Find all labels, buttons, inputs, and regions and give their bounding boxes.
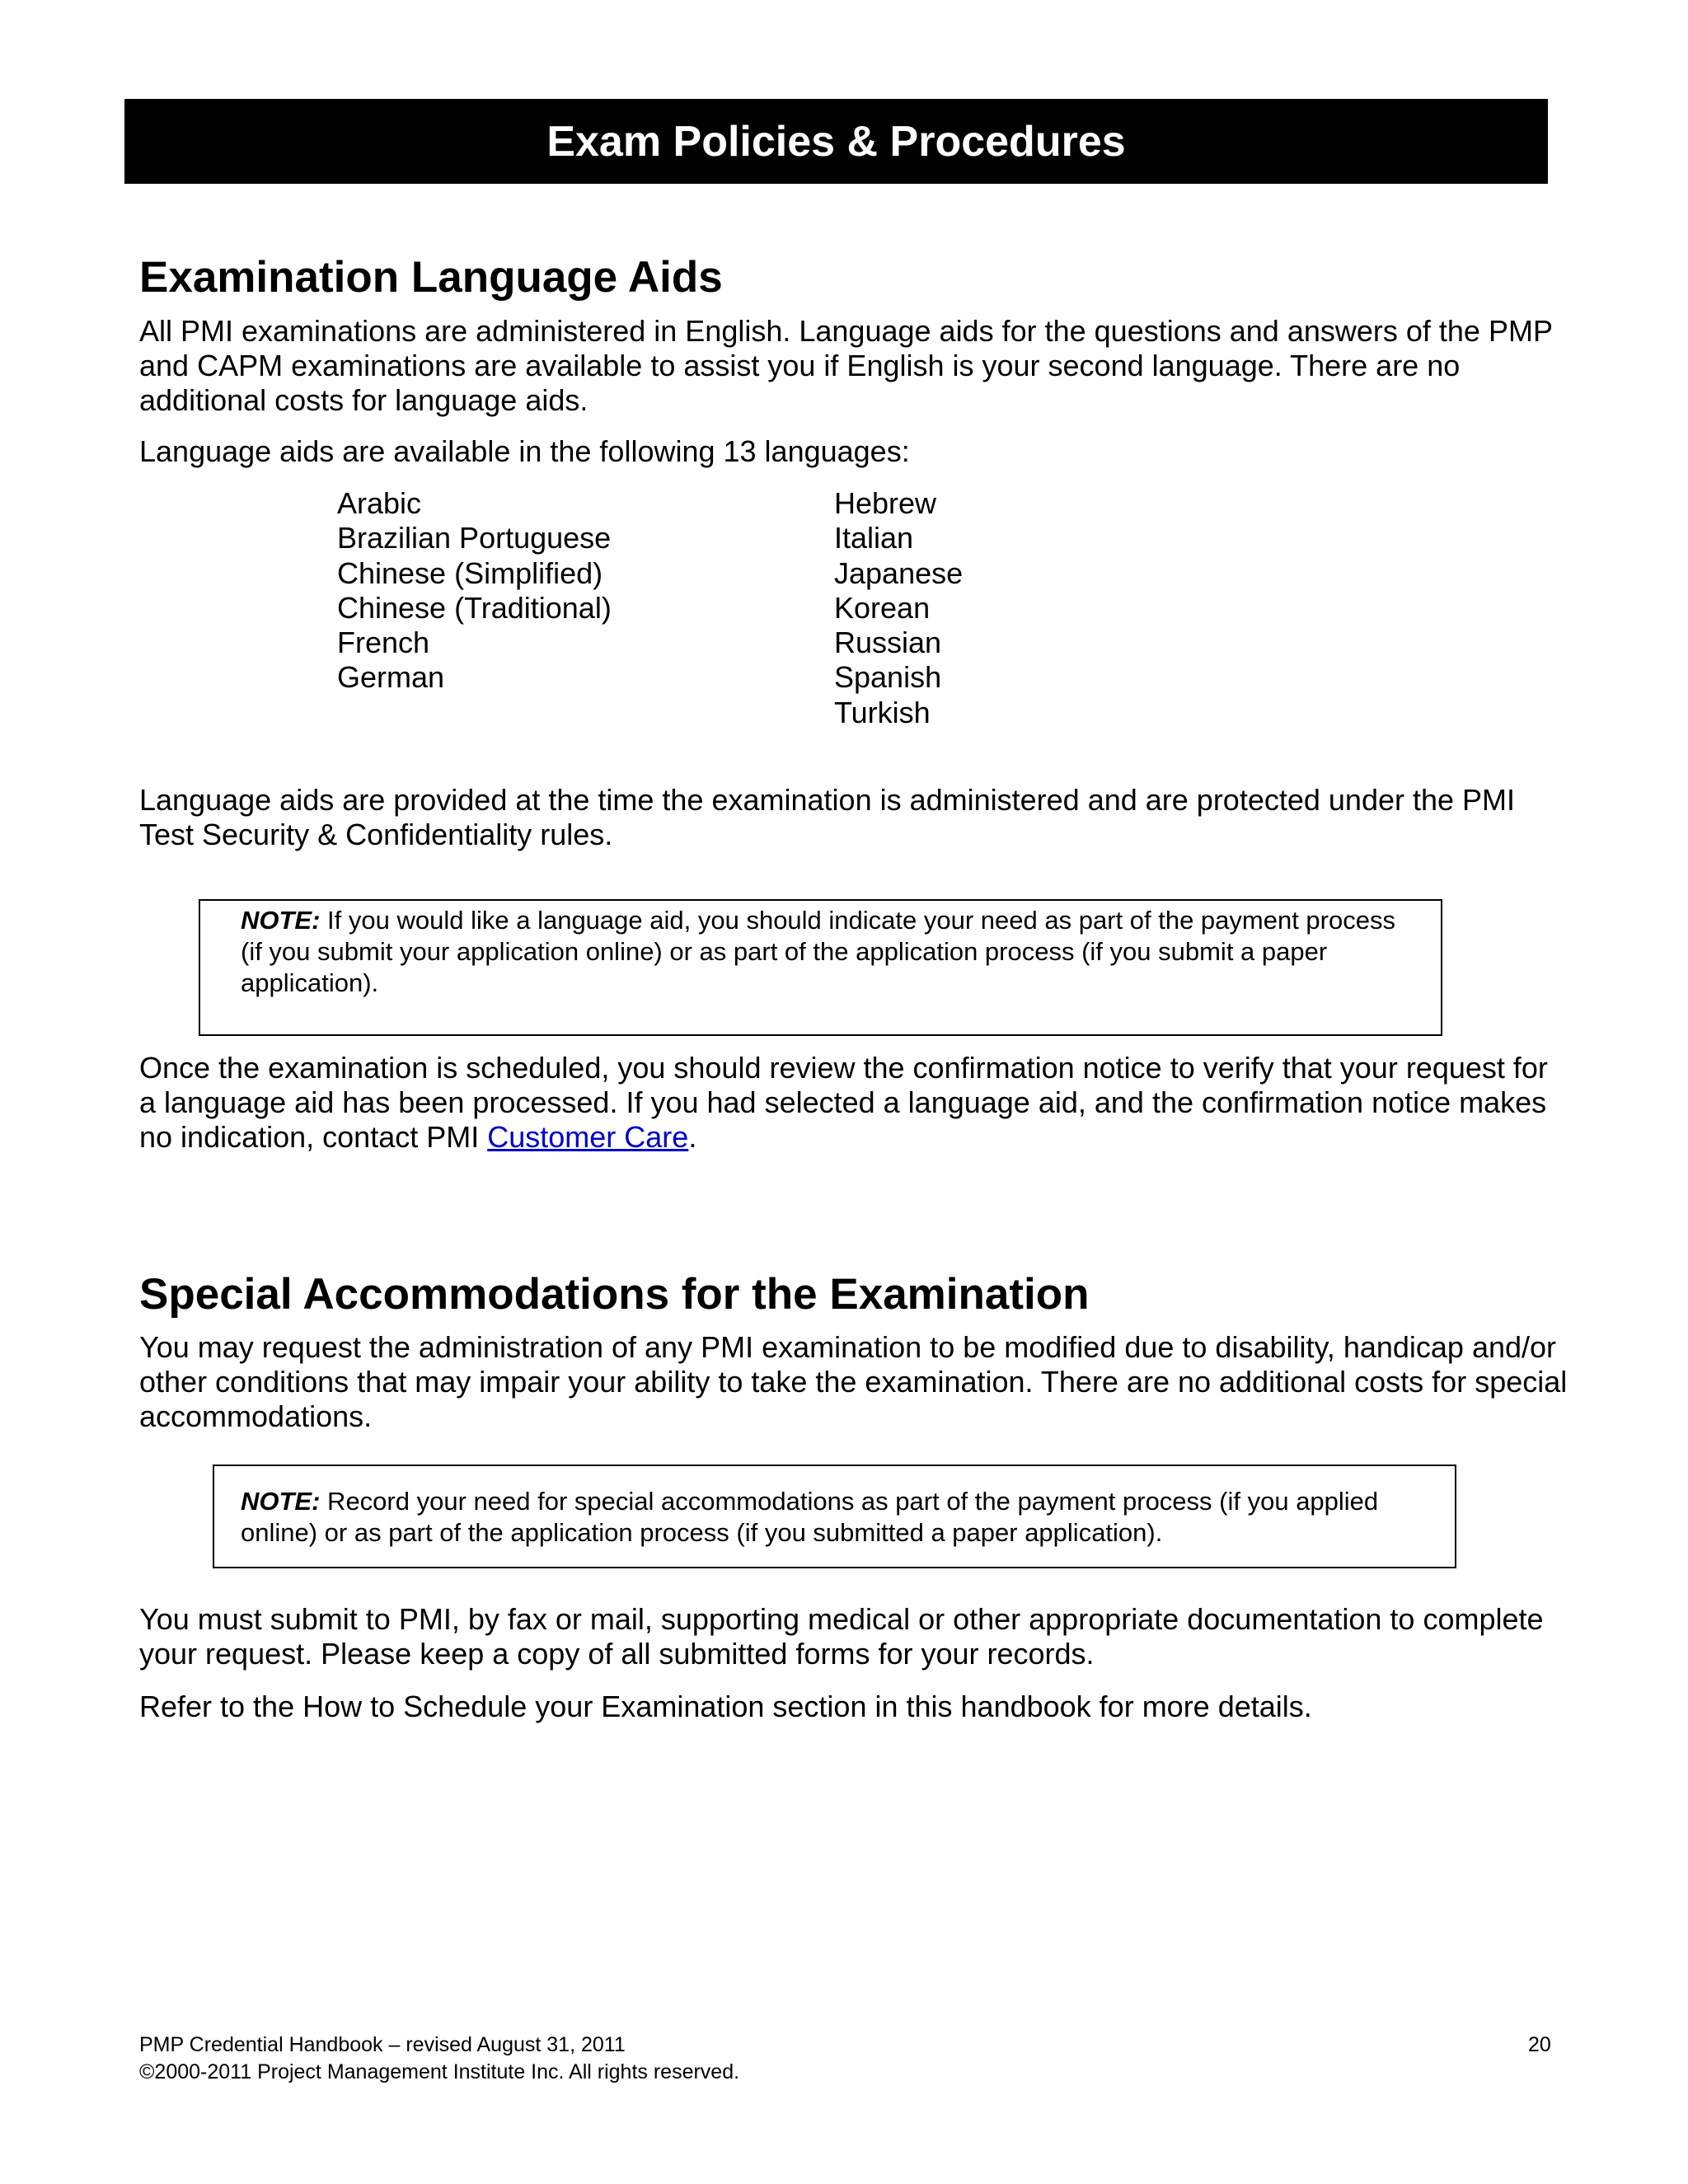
banner-title: Exam Policies & Procedures xyxy=(546,117,1126,166)
language-aids-heading: Examination Language Aids xyxy=(139,253,723,302)
page-banner xyxy=(124,99,1548,184)
language-item: Italian xyxy=(834,521,914,555)
confirmation-text: Once the examination is scheduled, you should review the confirmation notice to verify that your request for a language aid has been processed. If you had selected a language aid, and the confirmation notice makes no indication, contact PMI xyxy=(139,1051,1548,1154)
customer-care-link[interactable]: Customer Care xyxy=(487,1120,689,1154)
special-accommodations-refer: Refer to the How to Schedule your Examination section in this handbook for more details. xyxy=(139,1690,1312,1723)
note-label: NOTE: xyxy=(241,906,321,935)
special-accommodations-note-box xyxy=(213,1465,1456,1568)
note-text: Record your need for special accommodations as part of the payment process (if you applied online) or as part of the application process (if you submitted a paper application). xyxy=(241,1487,1379,1547)
note-text: If you would like a language aid, you should indicate your need as part of the payment process (if you submit your application online) or as part of the application process (if you submit a paper application). xyxy=(241,906,1395,997)
language-aids-provided: Language aids are provided at the time the examination is administered and are protected under the PMI Test Security & Confidentiality rules. xyxy=(139,783,1516,851)
language-item: Chinese (Traditional) xyxy=(337,590,612,625)
language-aid-confirmation xyxy=(139,1051,1565,1155)
language-item: German xyxy=(337,660,445,695)
special-accommodations-submit: You must submit to PMI, by fax or mail, supporting medical or other appropriate documentation to complete your request. Please keep a copy of all submitted forms for your records. xyxy=(139,1602,1544,1671)
language-item: Russian xyxy=(834,626,942,660)
special-accommodations-intro: You may request the administration of any PMI examination to be modified due to disability, handicap and/or other conditions that may impair your ability to take the examination. There are no additional costs for special accommodations. xyxy=(139,1330,1568,1433)
language-item: Hebrew xyxy=(834,486,937,520)
language-aids-intro: All PMI examinations are administered in English. Language aids for the questions and answers of the PMP and CAPM examinations are available to assist you if English is your second language. There are no additional costs for language aids. xyxy=(139,314,1553,417)
language-item: Spanish xyxy=(834,660,942,695)
confirmation-period: . xyxy=(688,1120,697,1154)
page-number: 20 xyxy=(1528,2033,1551,2056)
special-accommodations-heading: Special Accommodations for the Examination xyxy=(139,1270,1090,1319)
footer xyxy=(139,2032,739,2086)
languages-left-column xyxy=(337,486,612,696)
language-item: Brazilian Portuguese xyxy=(337,521,612,555)
language-list-intro: Language aids are available in the following 13 languages: xyxy=(139,434,910,468)
footer-copyright: ©2000-2011 Project Management Institute Inc. All rights reserved. xyxy=(139,2060,740,2083)
language-item: French xyxy=(337,626,430,660)
languages-right-column xyxy=(834,486,963,730)
language-aid-note-box xyxy=(199,899,1442,1036)
language-item: Korean xyxy=(834,590,931,625)
language-item: Turkish xyxy=(834,695,931,729)
language-item: Chinese (Simplified) xyxy=(337,555,603,590)
footer-handbook-revision: PMP Credential Handbook – revised August 31, 2011 xyxy=(139,2033,626,2056)
note-label: NOTE: xyxy=(241,1487,321,1516)
language-item: Arabic xyxy=(337,486,422,520)
language-item: Japanese xyxy=(834,555,964,590)
